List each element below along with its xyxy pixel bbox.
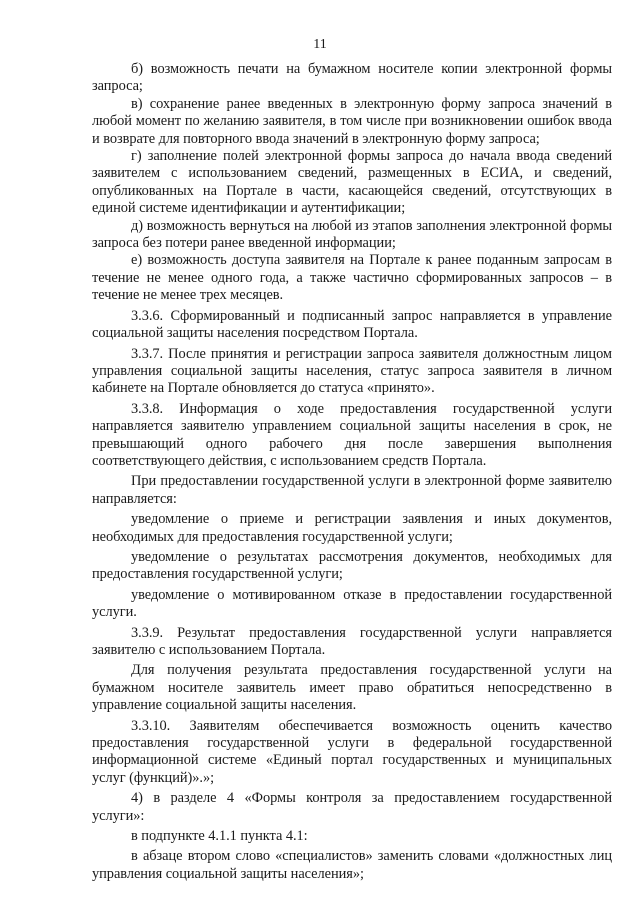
- paragraph-3-3-9: 3.3.9. Результат предоставления государственной услуги направляется заявителю с использованием Портала.: [92, 624, 612, 658]
- paragraph-item-b: б) возможность печати на бумажном носителе копии электронной формы запроса;: [92, 61, 612, 95]
- paragraph-subpoint-4-1-1: в подпункте 4.1.1 пункта 4.1:: [131, 828, 308, 845]
- paragraph-notifications-intro: При предоставлении государственной услуги в электронной форме заявителю направляется:: [92, 473, 612, 507]
- paragraph-section-4: 4) в разделе 4 «Формы контроля за предоставлением государственной услуги»:: [92, 790, 612, 824]
- paragraph-3-3-8: 3.3.8. Информация о ходе предоставления государственной услуги направляется заявителю управлением социальной защиты населения в срок, не превышающий одного рабочего дня после завершения выполнения соответствующего действия, с использованием средств Портала.: [92, 400, 612, 469]
- paragraph-3-3-7: 3.3.7. После принятия и регистрации запроса заявителя должностным лицом управления социальной защиты населения, статус запроса заявителя в личном кабинете на Портале обновляется до статуса «принято».: [92, 345, 612, 397]
- page-number: 11: [313, 37, 327, 52]
- paragraph-paper-result: Для получения результата предоставления государственной услуги на бумажном носителе заявитель имеет право обратиться непосредственно в управление социальной защиты населения.: [92, 662, 612, 714]
- paragraph-notification-receipt: уведомление о приеме и регистрации заявления и иных документов, необходимых для предоставления государственной услуги;: [92, 511, 612, 545]
- paragraph-item-g: г) заполнение полей электронной формы запроса до начала ввода сведений заявителем с использованием сведений, размещенных в ЕСИА, и сведений, опубликованных на Портале в части, касающейся сведений, отсутствующих в единой системе идентификации и аутентификации;: [92, 148, 612, 217]
- paragraph-3-3-6: 3.3.6. Сформированный и подписанный запрос направляется в управление социальной защиты населения посредством Портала.: [92, 307, 612, 342]
- paragraph-item-v: в) сохранение ранее введенных в электронную форму запроса значений в любой момент по желанию заявителя, в том числе при возникновении ошибок ввода и возврате для повторного ввода значений в электронную форму запроса;: [92, 95, 612, 147]
- paragraph-item-e: е) возможность доступа заявителя на Портале к ранее поданным запросам в течение не менее одного года, а также частично сформированных запросов – в течение не менее трех месяцев.: [92, 252, 612, 304]
- paragraph-item-d: д) возможность вернуться на любой из этапов заполнения электронной формы запроса без потери ранее введенной информации;: [92, 217, 612, 252]
- paragraph-notification-refusal: уведомление о мотивированном отказе в предоставлении государственной услуги.: [92, 586, 612, 621]
- document-body: [92, 61, 612, 883]
- paragraph-3-3-10: 3.3.10. Заявителям обеспечивается возможность оценить качество предоставления государственной услуги в федеральной государственной информационной системе «Единый портал государственных и муниципальных услуг (функций)».»;: [92, 717, 612, 786]
- paragraph-notification-results: уведомление о результатах рассмотрения документов, необходимых для предоставления государственной услуги;: [92, 548, 612, 583]
- paragraph-replace-words: в абзаце втором слово «специалистов» заменить словами «должностных лиц управления социальной защиты населения»;: [92, 848, 612, 882]
